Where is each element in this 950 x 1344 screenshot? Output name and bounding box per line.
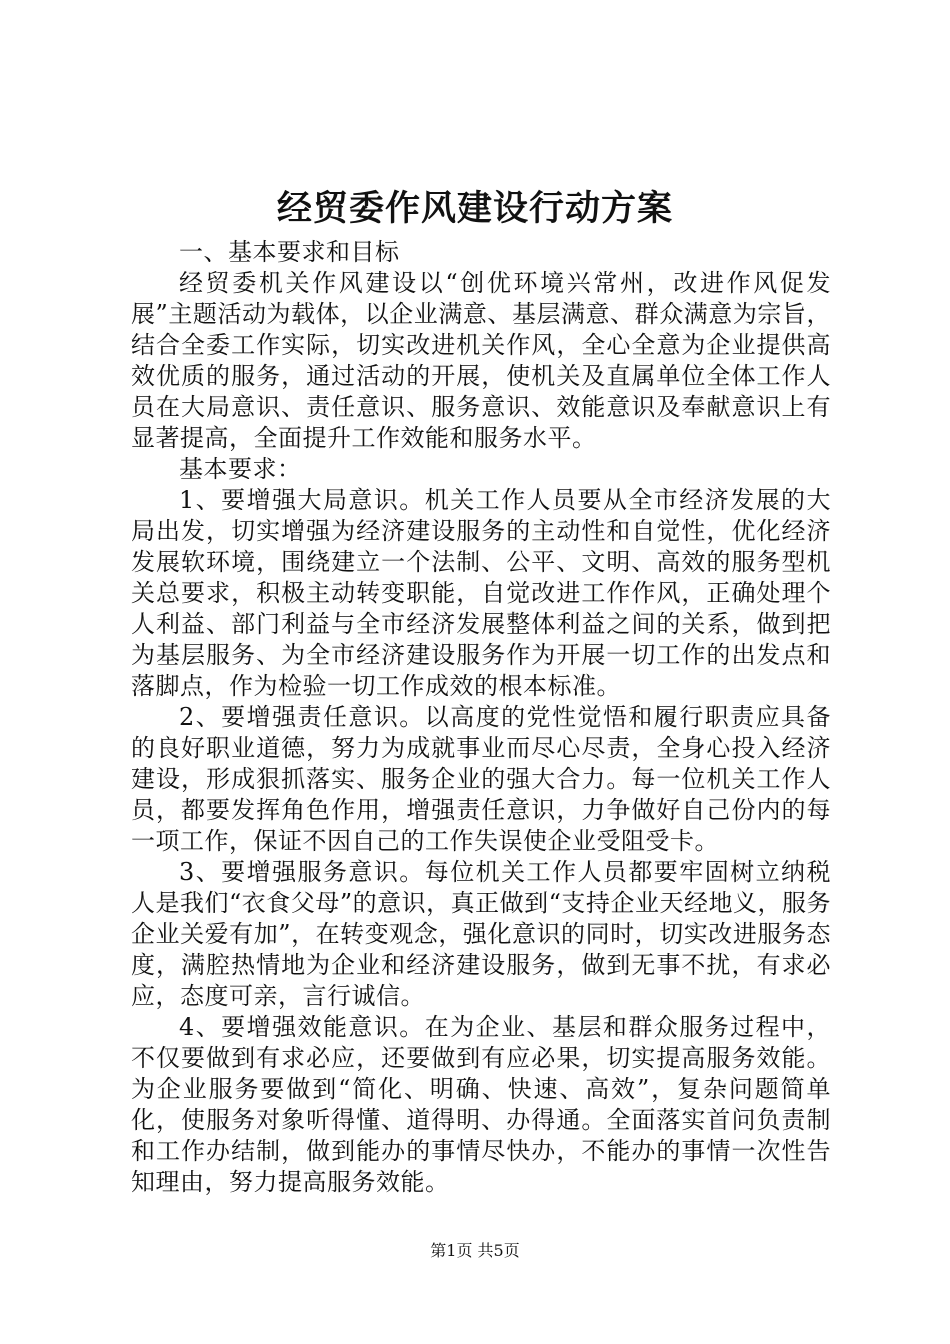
paragraph-item-4: 4、要增强效能意识。在为企业、基层和群众服务过程中，不仅要做到有求必应，还要做到有应必果，切实提高服务效能。为企业服务要做到“简化、明确、快速、高效”，复杂问题简单化，使服务对象听得懂、道得明、办得通。全面落实首问负责制和工作办结制，做到能办的事情尽快办，不能办的事情一次性告知理由，努力提高服务效能。: [131, 1013, 831, 1196]
paragraph-basic-requirements: 基本要求：: [179, 455, 302, 483]
paragraph-item-2: 2、要增强责任意识。以高度的党性觉悟和履行职责应具备的良好职业道德，努力为成就事业而尽心尽责，全身心投入经济建设，形成狠抓落实、服务企业的强大合力。每一位机关工作人员，都要发挥角色作用，增强责任意识，力争做好自己份内的每一项工作，保证不因自己的工作失误使企业受阻受卡。: [131, 703, 831, 855]
document-body: [131, 237, 831, 1198]
page-number-footer: 第1页 共5页: [430, 1241, 520, 1260]
paragraph-item-1: 1、要增强大局意识。机关工作人员要从全市经济发展的大局出发，切实增强为经济建设服务的主动性和自觉性，优化经济发展软环境，围绕建立一个法制、公平、文明、高效的服务型机关总要求，积极主动转变职能，自觉改进工作作风，正确处理个人利益、部门利益与全市经济发展整体利益之间的关系，做到把为基层服务、为全市经济建设服务作为开展一切工作的出发点和落脚点，作为检验一切工作成效的根本标准。: [131, 486, 831, 700]
paragraph-item-3: 3、要增强服务意识。每位机关工作人员都要牢固树立纳税人是我们“衣食父母”的意识，真正做到“支持企业天经地义，服务企业关爱有加”，在转变观念，强化意识的同时，切实改进服务态度，满腔热情地为企业和经济建设服务，做到无事不扰，有求必应，态度可亲，言行诚信。: [131, 858, 831, 1010]
document-title: 经贸委作风建设行动方案: [276, 188, 673, 229]
section-heading: 一、基本要求和目标: [179, 238, 400, 266]
paragraph-goal: 经贸委机关作风建设以“创优环境兴常州，改进作风促发展”主题活动为载体，以企业满意、基层满意、群众满意为宗旨，结合全委工作实际，切实改进机关作风，全心全意为企业提供高效优质的服务，通过活动的开展，使机关及直属单位全体工作人员在大局意识、责任意识、服务意识、效能意识及奉献意识上有显著提高，全面提升工作效能和服务水平。: [131, 269, 831, 452]
